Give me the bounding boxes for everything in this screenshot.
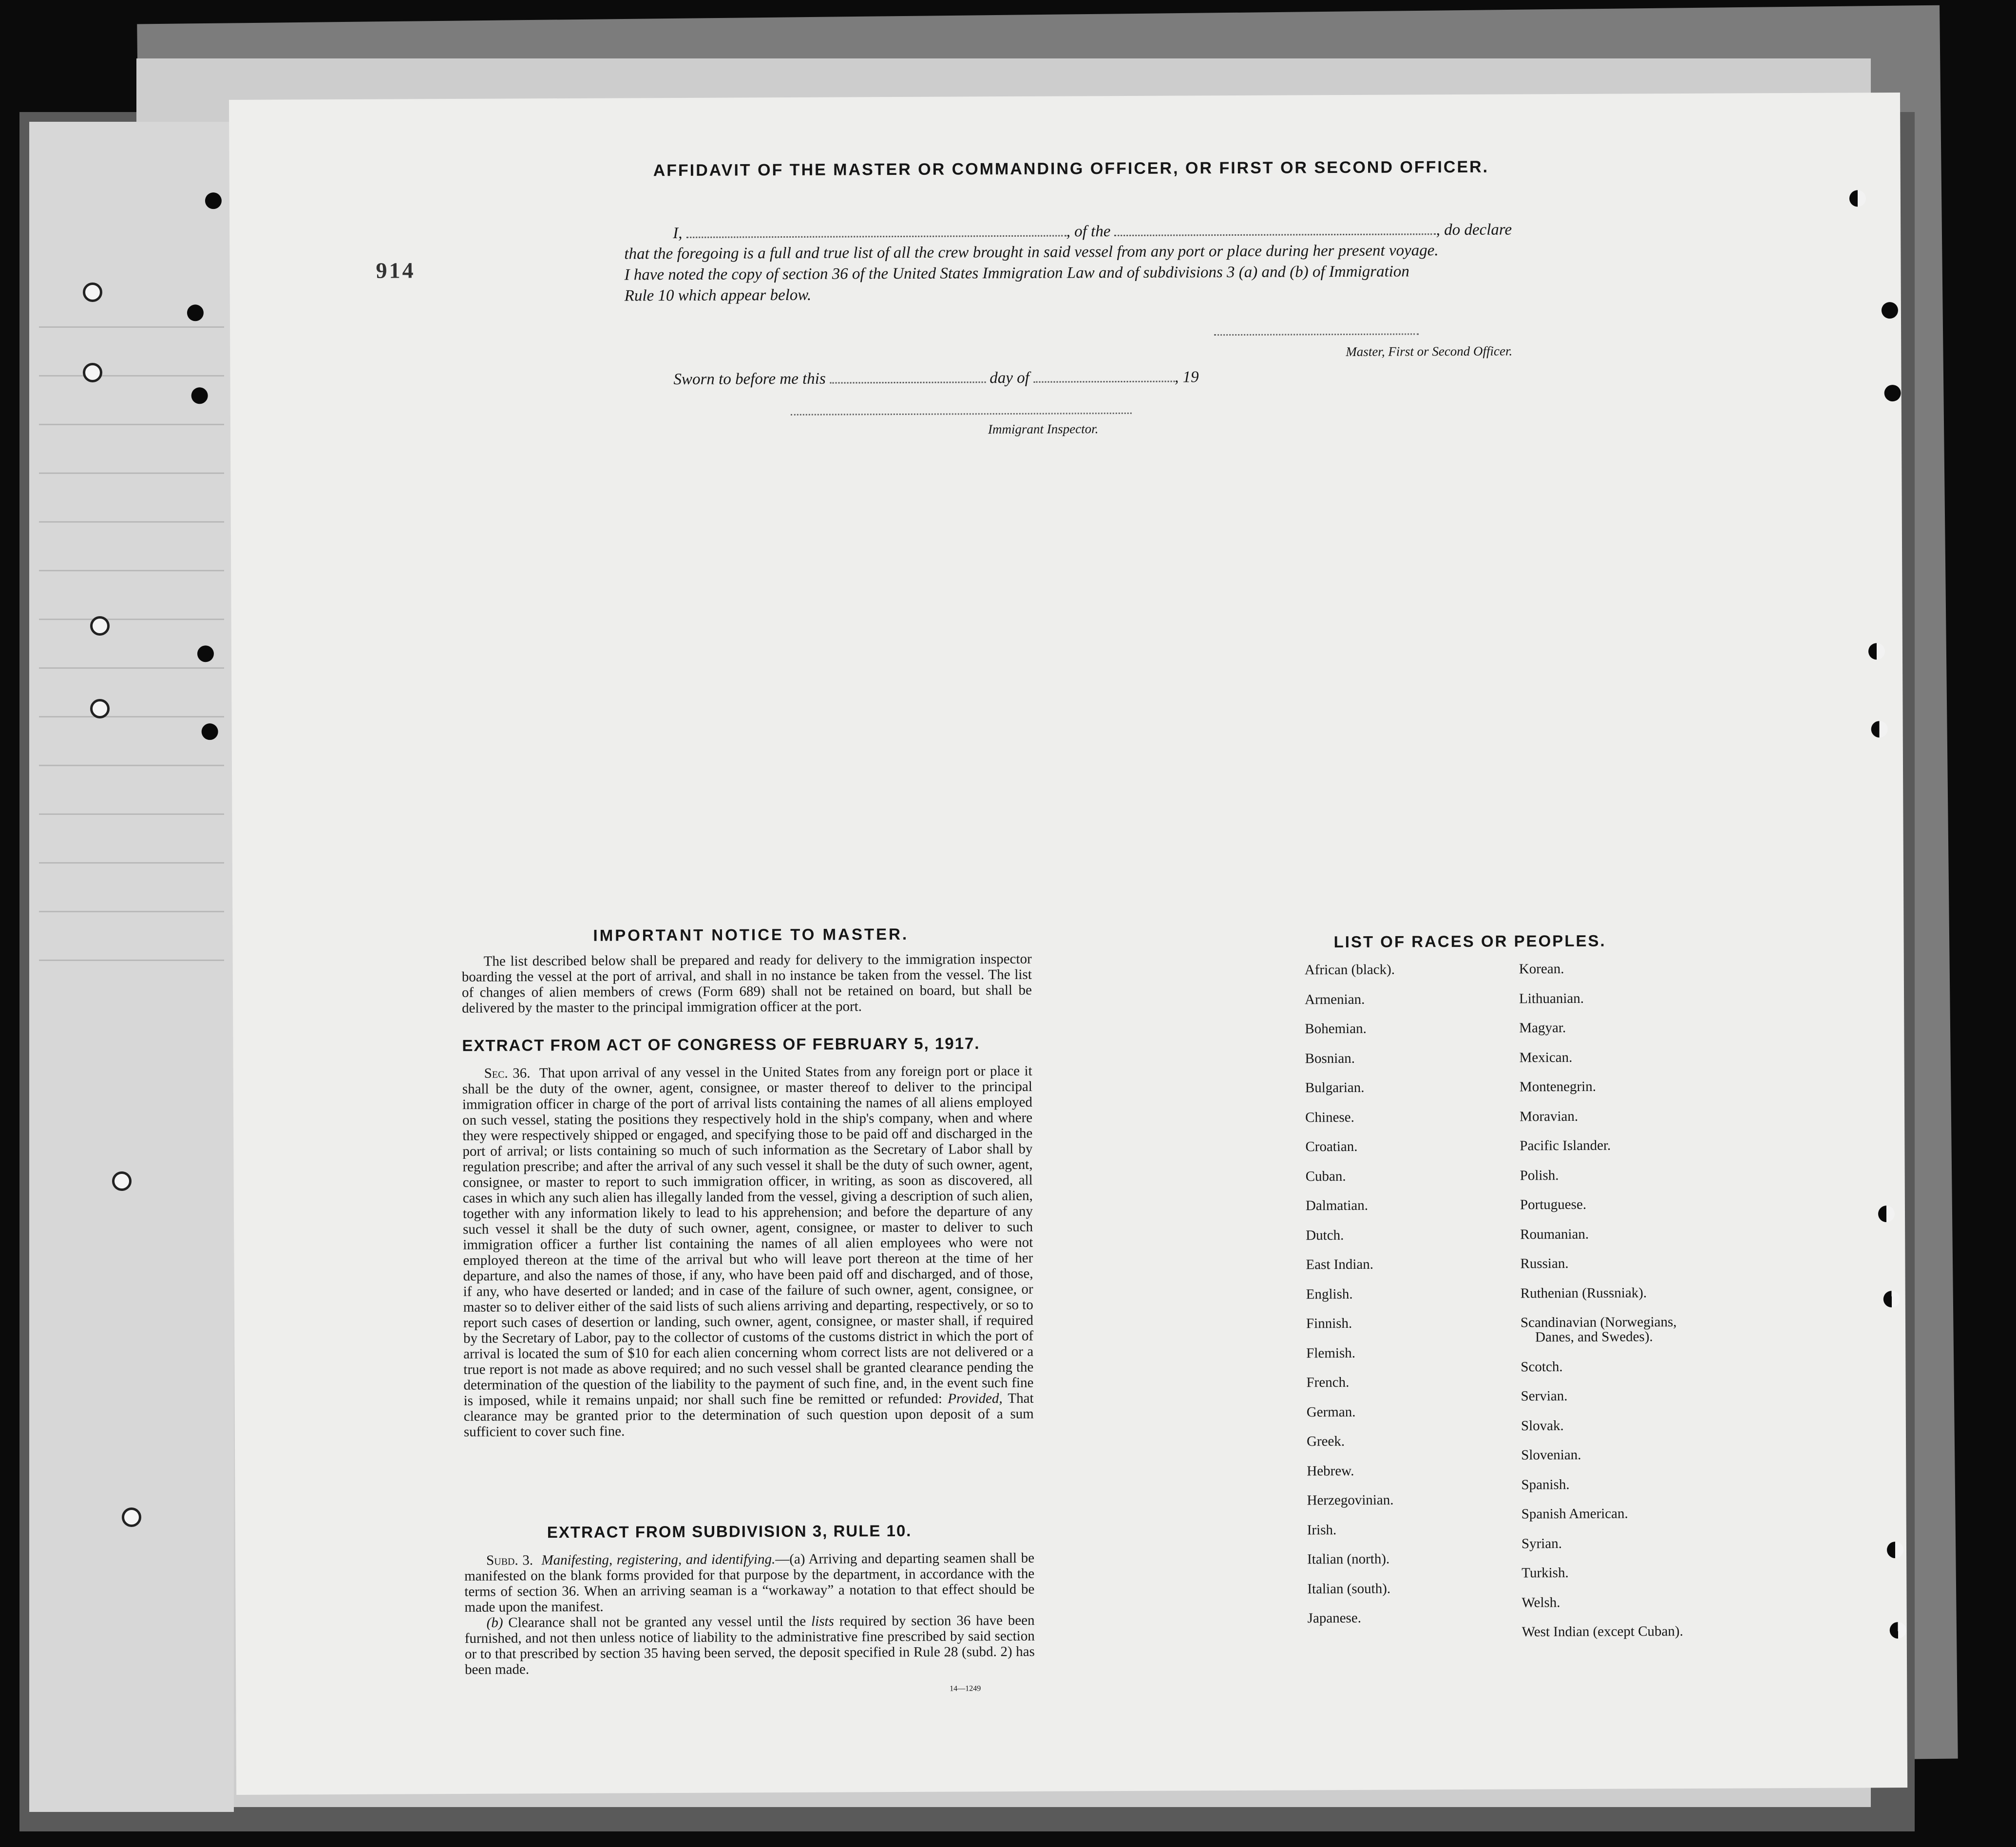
- race-item: Russian.: [1520, 1256, 1569, 1272]
- sworn-line: [673, 368, 1198, 389]
- race-item: Flemish.: [1306, 1345, 1356, 1361]
- extract-act-title: EXTRACT FROM ACT OF CONGRESS OF FEBRUARY 5, 1917.: [462, 1034, 980, 1055]
- form-number: 14—1249: [950, 1684, 981, 1693]
- notice-body: [462, 951, 1032, 1016]
- race-item: Lithuanian.: [1519, 990, 1584, 1006]
- race-item: Spanish.: [1521, 1476, 1570, 1492]
- race-item: Ruthenian (Russniak).: [1520, 1284, 1647, 1301]
- race-item: Italian (south).: [1307, 1581, 1391, 1597]
- affidavit-title: AFFIDAVIT OF THE MASTER OR COMMANDING OFFICER, OR FIRST OR SECOND OFFICER.: [653, 157, 1489, 180]
- affidavit-text-line: that the foregoing is a full and true list of all the crew brought in said vessel from any port or place during her present voyage.: [624, 242, 1439, 263]
- paragraph-b-label: (b): [486, 1615, 503, 1631]
- punch-hole: [205, 192, 222, 209]
- race-item: Chinese.: [1305, 1109, 1354, 1125]
- race-item: Magyar.: [1519, 1020, 1566, 1036]
- punch-hole: [202, 723, 218, 740]
- day-blank: [830, 381, 986, 383]
- affidavit-text-line: I have noted the copy of section 36 of the United States Immigration Law and of subdivisions 3 (a) and (b) of Immigration: [624, 263, 1409, 284]
- name-blank: [686, 235, 1066, 238]
- inspector-signature-line: [791, 413, 1132, 415]
- race-item: Mexican.: [1519, 1049, 1573, 1065]
- race-item: Dutch.: [1306, 1227, 1344, 1243]
- race-item: Bosnian.: [1305, 1050, 1355, 1066]
- affidavit-declaration-line: [673, 221, 1512, 243]
- race-item: English.: [1306, 1286, 1353, 1302]
- race-item: Cuban.: [1305, 1168, 1346, 1184]
- race-item: West Indian (except Cuban).: [1522, 1623, 1683, 1640]
- punch-hole: [1890, 1622, 1906, 1639]
- punch-hole: [1849, 190, 1866, 207]
- subdivision-heading: Manifesting, registering, and identifying.: [541, 1551, 776, 1568]
- race-item: Scandinavian (Norwegians,: [1520, 1314, 1677, 1331]
- proviso-word: Provided,: [948, 1391, 1003, 1407]
- master-signature-line: [1214, 333, 1419, 336]
- race-item: Portuguese.: [1520, 1196, 1587, 1213]
- section-36-text: That upon arrival of any vessel in the United States from any foreign port or place it shall be the duty of the owner, agent, consignee, or master thereof to deliver to the principal immigration officer in charge of the port of arrival lists containing the names of all aliens employed on such vessel, stating the positions they respectively hold in the ship's company, when and where they were respectively shipped or engaged, and specifying those to be paid off and discharged in the port of arrival; or lists containing so much of such information as the Secretary of Labor shall by regulation prescribe; and after the arrival of any such vessel it shall be the duty of such owner, agent, consignee, or master to report to such immigration officer, in writing, as soon as discovered, all cases in which any such alien has illegally landed from the vessel, giving a description of such alien, together with any information likely to lead to his apprehension; and before the departure of any such vessel it shall be the duty of such owner, agent, consignee, or master to deliver to such immigration officer a further list containing the names of all alien employees who were not employed thereon at the time of the arrival but who will leave port thereon at the time of her departure, and also the names of those, if any, who have been paid off and discharged, and of those, if any, who have deserted or landed; and in case of the failure of such owner, agent, consignee, or master so to deliver either of the said lists of such aliens arriving and departing, respectively, or so to report such cases of desertion or landing, such owner, agent, consignee, or master shall, if required by the Secretary of Labor, pay to the collector of customs of the customs district in which the port of arrival is located the sum of $10 for each alien concerning whom correct lists are not delivered or a true report is not made as above required; and no such vessel shall be granted clearance pending the determination of the question of the liability to the payment of such fine, and, in the event such fine is imposed, while it remains unpaid; nor shall such fine be remitted or refunded:: [462, 1063, 1034, 1409]
- punch-hole: [1871, 721, 1888, 737]
- race-item: Finnish.: [1306, 1315, 1352, 1332]
- race-item: Turkish.: [1522, 1565, 1569, 1581]
- race-item: Spanish American.: [1521, 1506, 1628, 1522]
- race-item: Montenegrin.: [1519, 1078, 1596, 1095]
- punch-hole: [90, 616, 110, 636]
- punch-hole: [187, 304, 204, 321]
- race-item: Slovak.: [1521, 1417, 1564, 1433]
- punch-hole: [1882, 302, 1898, 319]
- of-the-label: , of the: [1066, 223, 1111, 241]
- punch-hole: [83, 283, 102, 302]
- race-item: Japanese.: [1307, 1610, 1362, 1626]
- section-label: Sec. 36.: [484, 1065, 531, 1081]
- paragraph-b-lists-word: lists: [811, 1613, 834, 1629]
- paragraph-b-text: Clearance shall not be granted any vessel until the: [508, 1613, 806, 1631]
- punch-hole: [1883, 1291, 1900, 1307]
- race-item: German.: [1306, 1404, 1356, 1420]
- proviso-text: That clearance may be granted prior to the determination of such question upon deposit of a sum sufficient to cover such fine.: [463, 1390, 1034, 1440]
- race-item: Moravian.: [1520, 1108, 1579, 1124]
- punch-hole: [83, 363, 102, 382]
- race-item: Pacific Islander.: [1520, 1137, 1611, 1154]
- punch-hole: [197, 645, 214, 662]
- master-signature-label: Master, First or Second Officer.: [1346, 343, 1513, 359]
- race-item: Herzegovinian.: [1307, 1492, 1394, 1508]
- race-item: Croatian.: [1305, 1138, 1358, 1155]
- affidavit-form-page: [229, 93, 1907, 1795]
- race-item: East Indian.: [1306, 1256, 1374, 1273]
- race-item: Bulgarian.: [1305, 1079, 1365, 1096]
- race-item: Korean.: [1519, 961, 1564, 977]
- punch-hole: [1884, 385, 1901, 401]
- extract-rule-title: EXTRACT FROM SUBDIVISION 3, RULE 10.: [547, 1521, 912, 1542]
- notice-text: The list described below shall be prepared and ready for delivery to the immigration inspector boarding the vessel at the port of arrival, and shall in no instance be taken from the vessel. The list of changes of alien members of crews (Form 689) shall not be retained on board, but shall be delivered by the master to the principal immigration officer at the port.: [461, 951, 1032, 1016]
- race-item: Servian.: [1521, 1388, 1568, 1404]
- race-item: Bohemian.: [1305, 1020, 1367, 1037]
- race-item: Scotch.: [1521, 1358, 1563, 1375]
- race-item: Italian (north).: [1307, 1551, 1390, 1567]
- punch-hole: [1887, 1542, 1903, 1558]
- do-declare-label: , do declare: [1436, 221, 1512, 239]
- subdivision-label: Subd. 3.: [486, 1552, 533, 1568]
- punch-hole: [191, 387, 208, 404]
- race-item: Welsh.: [1522, 1594, 1560, 1610]
- race-item: Armenian.: [1305, 991, 1365, 1007]
- punch-hole: [1878, 1206, 1895, 1222]
- race-item: Slovenian.: [1521, 1447, 1581, 1463]
- race-item: Syrian.: [1521, 1535, 1562, 1551]
- race-item: French.: [1306, 1374, 1350, 1391]
- extract-rule-body: [464, 1550, 1035, 1677]
- race-item: Roumanian.: [1520, 1226, 1589, 1242]
- race-item: Irish.: [1307, 1522, 1337, 1538]
- inspector-label: Immigrant Inspector.: [988, 421, 1099, 437]
- sworn-label: Sworn to before me this: [673, 370, 826, 389]
- year-label: , 19: [1175, 368, 1199, 386]
- punch-hole: [122, 1508, 141, 1527]
- race-item: African (black).: [1304, 961, 1395, 978]
- affidavit-text-line: Rule 10 which appear below.: [624, 286, 812, 305]
- race-item: Hebrew.: [1307, 1463, 1354, 1479]
- day-of-label: day of: [989, 369, 1029, 387]
- notice-title: IMPORTANT NOTICE TO MASTER.: [593, 924, 909, 944]
- punch-hole: [112, 1171, 132, 1191]
- punch-hole: [1868, 643, 1885, 660]
- race-item: Greek.: [1306, 1433, 1345, 1450]
- month-blank: [1033, 381, 1175, 383]
- affidavit-i-label: I,: [673, 224, 683, 243]
- margin-stamp-number: 914: [376, 258, 416, 283]
- race-item: Dalmatian.: [1305, 1197, 1369, 1214]
- left-ledger-strip: [29, 122, 234, 1812]
- race-item: Polish.: [1520, 1167, 1559, 1183]
- extract-act-body: [462, 1063, 1034, 1440]
- paragraph-a-text: —(a) Arriving and departing seamen shall be manifested on the blank forms provided for that purpose by the department, in accordance with the terms of section 36. When an arriving seaman is a “workaway” a notation to that effect should be made upon the manifest.: [464, 1550, 1035, 1615]
- punch-hole: [90, 699, 110, 718]
- races-title: LIST OF RACES OR PEOPLES.: [1333, 931, 1606, 951]
- race-item: Danes, and Swedes).: [1535, 1329, 1653, 1345]
- paragraph-b-text-cont: required by section 36 have been furnished, and not then unless notice of liability to the administrative fine prescribed by said section or to that prescribed by section 35 having been served, the deposit specified in Rule 28 (subd. 2) has been made.: [464, 1612, 1035, 1677]
- vessel-blank: [1115, 233, 1436, 236]
